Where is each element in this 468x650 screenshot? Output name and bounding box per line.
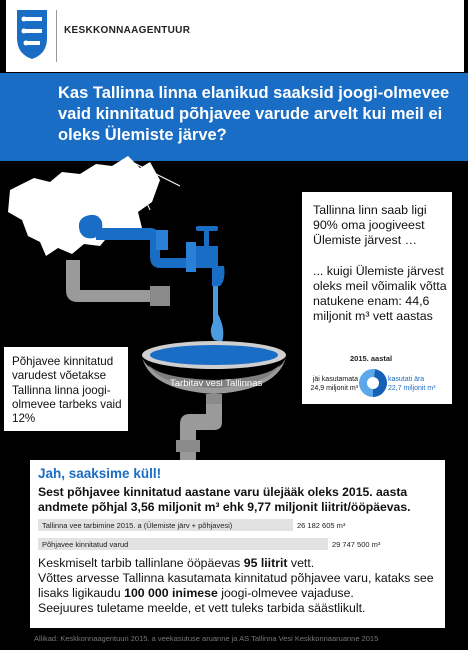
answer-p1-part-a: Sest põhjavee kinnitatud aastane varu ülejääk oleks 2015. aasta andmete põhjal 3,56 miljonit m³ ehk — [38, 485, 408, 514]
answer-p2-people: 100 000 inimese — [124, 586, 218, 600]
answer-p2-part-g: Seejuures tuletame meelde, et vett tuleks tarbida säästlikult. — [38, 601, 366, 615]
logo-divider — [56, 10, 57, 62]
answer-box — [30, 460, 445, 628]
answer-p2-part-f: joogi-olmevee vajaduse. — [217, 586, 354, 600]
answer-paragraph-2 — [38, 556, 443, 616]
answer-p2-part-c: vett. — [287, 556, 315, 570]
donut-label-unused-name: jäi kasutamata — [312, 376, 358, 383]
answer-p2-liters: 95 liitrit — [243, 556, 288, 570]
faucet-icon — [196, 246, 218, 268]
donut-label-unused — [304, 375, 358, 393]
answer-p1-highlight: 9,77 miljonit liitrit/ööpäevas — [247, 500, 408, 514]
bar-consumption-label: Tallinna vee tarbimine 2015. a (Ülemiste järv + põhjavesi) — [42, 521, 233, 530]
donut-label-used-name: kasutati ära — [388, 376, 425, 383]
main-question: Kas Tallinna linna elanikud saaksid joogi-olmevee vaid kinnitatud põhjavee varude arvelt kui meil ei oleks Ülemiste järve? — [58, 84, 450, 144]
donut-label-unused-value: 24,9 miljonit m³ — [310, 385, 358, 392]
header — [0, 0, 468, 73]
bowl-label: Tarbitav vesi Tallinnas — [170, 378, 263, 389]
answer-p2-part-a: Keskmiselt tarbib tallinlane ööpäevas — [38, 556, 244, 570]
answer-p1-part-c: . — [407, 500, 411, 514]
fact-line-2: ... kuigi Ülemiste järvest oleks meil võimalik võtta natukene enam: 44,6 miljonit m³ vett aastas — [313, 264, 447, 323]
groundwater-text: Põhjavee kinnitatud varudest võetakse Tallinna linna joogi-olmevee tarbeks vaid 12% — [12, 355, 122, 426]
fact-box — [302, 192, 452, 404]
bar-groundwater-value: 29 747 500 m³ — [332, 540, 381, 549]
donut-hole — [367, 377, 379, 389]
logo-panel — [6, 0, 464, 72]
answer-p2-part-d: Võttes arvesse Tallinna kasutamata kinnitatud põhjavee varu, kataks see lisaks ligikaudu — [38, 571, 434, 600]
bowl-water — [150, 345, 278, 365]
donut-title: 2015. aastal — [350, 354, 393, 363]
grey-pipe-vertical — [66, 260, 80, 290]
tallinn-map-shape — [8, 156, 160, 256]
source-note: Allikad: Keskkonnaagentuuri 2015. a veekasutuse aruanne ja AS Tallinna Vesi Keskkonnaaruanne 2015 — [34, 634, 379, 643]
fact-line-1: Tallinna linn saab ligi 90% oma joogiveest Ülemiste järvest … — [313, 203, 427, 247]
groundwater-box — [4, 347, 128, 431]
estonian-coat-of-arms-icon — [16, 8, 48, 60]
usage-donut-chart — [358, 368, 388, 398]
agency-name: KESKKONNAAGENTUUR — [64, 25, 191, 36]
bar-groundwater-label: Põhjavee kinnitatud varud — [42, 540, 129, 549]
answer-paragraph-1 — [38, 485, 438, 515]
answer-heading: Jah, saaksime küll! — [38, 466, 162, 481]
donut-label-used-value: 22,7 miljonit m³ — [388, 385, 436, 392]
donut-label-used — [388, 375, 452, 393]
bar-consumption-value: 26 182 605 m³ — [297, 521, 346, 530]
